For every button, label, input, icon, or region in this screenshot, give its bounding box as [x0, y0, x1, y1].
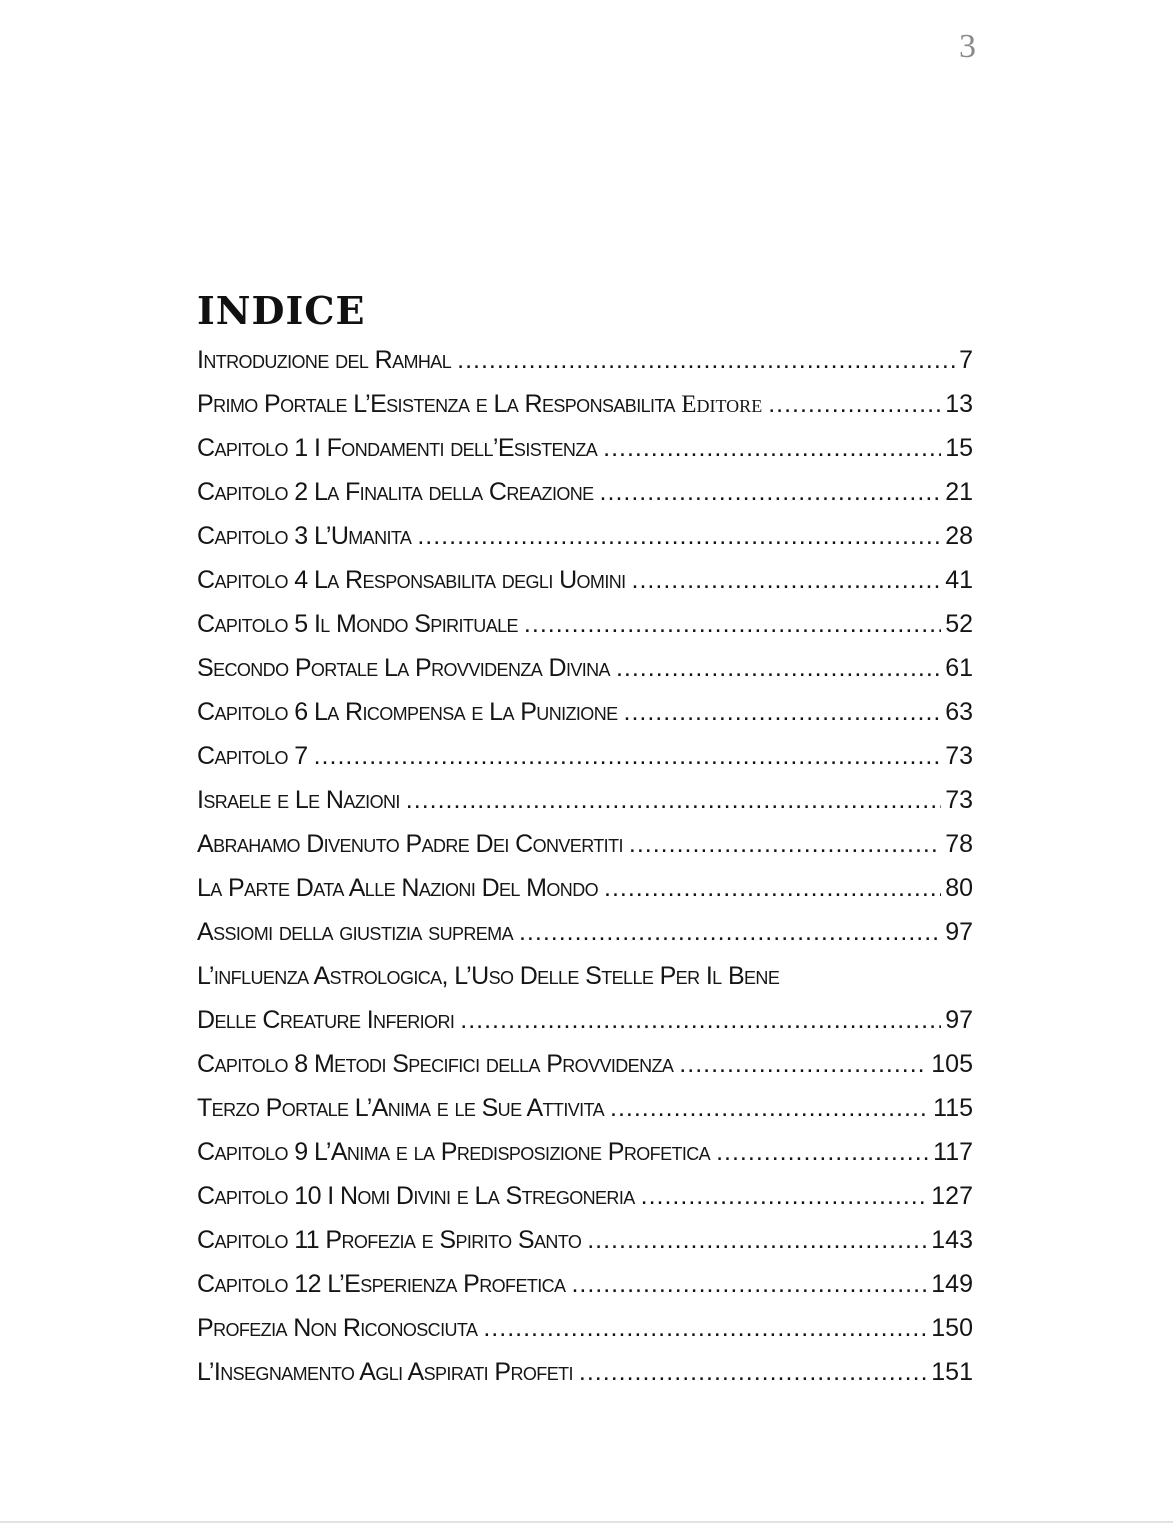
dot-leader: [616, 654, 941, 683]
toc-entry-label-text: Primo Portale L’Esistenza e La Responsabilita: [197, 389, 675, 418]
toc-entry-insegnamento[interactable]: [197, 1350, 973, 1394]
toc-entry-label: Capitolo 4 La Responsabilita degli Uomini: [197, 565, 626, 594]
toc-entry-abrahamo[interactable]: [197, 822, 973, 866]
dot-leader: [571, 1270, 927, 1299]
toc-entry-capitolo-11[interactable]: [197, 1218, 973, 1262]
toc-entry-label: Capitolo 5 Il Mondo Spirituale: [197, 609, 518, 638]
dot-leader: [768, 390, 941, 419]
toc-entry-page: 150: [931, 1313, 973, 1342]
toc-entry-label: Terzo Portale L’Anima e le Sue Attivita: [197, 1093, 604, 1122]
dot-leader: [629, 830, 941, 859]
toc-entry-page: 80: [945, 873, 973, 902]
toc-entry-label: Capitolo 10 I Nomi Divini e La Stregoneria: [197, 1181, 635, 1210]
dot-leader: [604, 874, 941, 903]
toc-entry-capitolo-7[interactable]: [197, 734, 973, 778]
toc-entry-influenza-astrologica[interactable]: [197, 954, 973, 998]
dot-leader: [483, 1314, 927, 1343]
toc-entry-label: Capitolo 11 Profezia e Spirito Santo: [197, 1225, 582, 1254]
toc-entry-page: 127: [931, 1181, 973, 1210]
toc-entry-page: 21: [945, 477, 973, 506]
dot-leader: [587, 1226, 927, 1255]
toc-entry-terzo-portale[interactable]: [197, 1086, 973, 1130]
table-of-contents: [197, 338, 973, 1394]
toc-entry-page: 73: [945, 741, 973, 770]
toc-entry-primo-portale[interactable]: [197, 382, 973, 426]
toc-entry-page: 63: [945, 697, 973, 726]
toc-entry-label: Abrahamo Divenuto Padre Dei Convertiti: [197, 829, 623, 858]
toc-entry-capitolo-12[interactable]: [197, 1262, 973, 1306]
toc-entry-label: Capitolo 12 L’Esperienza Profetica: [197, 1269, 566, 1298]
toc-entry-label: L’influenza Astrologica, L’Uso Delle Stelle Per Il Bene: [197, 961, 780, 990]
toc-entry-label-serif: Editore: [681, 390, 763, 418]
dot-leader: [579, 1358, 927, 1387]
toc-entry-capitolo-2[interactable]: [197, 470, 973, 514]
toc-entry-page: 15: [945, 433, 973, 462]
toc-entry-page: 13: [945, 389, 973, 418]
toc-entry-label: [197, 390, 762, 419]
toc-entry-label: Capitolo 3 L’Umanita: [197, 521, 412, 550]
dot-leader: [417, 522, 941, 551]
toc-entry-page: 105: [931, 1049, 973, 1078]
toc-title: INDICE: [197, 288, 366, 333]
toc-entry-introduzione[interactable]: [197, 338, 973, 382]
toc-entry-page: 28: [945, 521, 973, 550]
toc-entry-israele[interactable]: [197, 778, 973, 822]
toc-entry-profezia-non-riconosciuta[interactable]: [197, 1306, 973, 1350]
toc-entry-label: Israele e Le Nazioni: [197, 785, 400, 814]
toc-entry-label: Capitolo 6 La Ricompensa e La Punizione: [197, 697, 618, 726]
dot-leader: [524, 610, 941, 639]
toc-entry-label: Capitolo 9 L’Anima e la Predisposizione Profetica: [197, 1137, 711, 1166]
toc-entry-capitolo-3[interactable]: [197, 514, 973, 558]
toc-entry-label: Profezia Non Riconosciuta: [197, 1313, 478, 1342]
toc-entry-capitolo-1[interactable]: [197, 426, 973, 470]
dot-leader: [716, 1138, 929, 1167]
toc-entry-capitolo-10[interactable]: [197, 1174, 973, 1218]
toc-entry-page: 61: [945, 653, 973, 682]
toc-entry-label: L’Insegnamento Agli Aspirati Profeti: [197, 1357, 573, 1386]
toc-entry-label: Delle Creature Inferiori: [197, 1005, 455, 1034]
toc-entry-page: 7: [959, 345, 973, 374]
toc-entry-label: Capitolo 1 I Fondamenti dell’Esistenza: [197, 433, 598, 462]
toc-entry-page: 78: [945, 829, 973, 858]
toc-entry-capitolo-4[interactable]: [197, 558, 973, 602]
toc-entry-capitolo-8[interactable]: [197, 1042, 973, 1086]
dot-leader: [314, 742, 942, 771]
toc-entry-label: La Parte Data Alle Nazioni Del Mondo: [197, 873, 599, 902]
toc-entry-label: Introduzione del Ramhal: [197, 345, 452, 374]
page-number: 3: [959, 28, 976, 65]
toc-entry-label: Capitolo 2 La Finalita della Creazione: [197, 477, 594, 506]
toc-entry-label: Assiomi della giustizia suprema: [197, 917, 513, 946]
dot-leader: [679, 1050, 927, 1079]
dot-leader: [457, 346, 955, 375]
toc-entry-capitolo-6[interactable]: [197, 690, 973, 734]
toc-entry-page: 52: [945, 609, 973, 638]
toc-entry-page: 149: [931, 1269, 973, 1298]
dot-leader: [624, 698, 942, 727]
dot-leader: [641, 1182, 928, 1211]
toc-entry-capitolo-9[interactable]: [197, 1130, 973, 1174]
dot-leader: [632, 566, 942, 595]
toc-entry-assiomi[interactable]: [197, 910, 973, 954]
dot-leader: [600, 478, 942, 507]
dot-leader: [610, 1094, 929, 1123]
toc-entry-page: 143: [931, 1225, 973, 1254]
toc-entry-page: 117: [933, 1137, 973, 1166]
toc-entry-label: Capitolo 7: [197, 741, 308, 770]
toc-entry-page: 41: [945, 565, 973, 594]
toc-entry-page: 151: [931, 1357, 973, 1386]
dot-leader: [460, 1006, 941, 1035]
toc-entry-secondo-portale[interactable]: [197, 646, 973, 690]
toc-entry-parte-data[interactable]: [197, 866, 973, 910]
toc-entry-page: 97: [945, 1005, 973, 1034]
toc-entry-capitolo-5[interactable]: [197, 602, 973, 646]
dot-leader: [519, 918, 941, 947]
toc-entry-label: Capitolo 8 Metodi Specifici della Provvidenza: [197, 1049, 674, 1078]
toc-entry-creature-inferiori[interactable]: [197, 998, 973, 1042]
toc-entry-page: 97: [945, 917, 973, 946]
dot-leader: [603, 434, 941, 463]
toc-entry-label: Secondo Portale La Provvidenza Divina: [197, 653, 610, 682]
toc-entry-page: 73: [945, 785, 973, 814]
dot-leader: [406, 786, 941, 815]
toc-entry-page: 115: [933, 1093, 973, 1122]
